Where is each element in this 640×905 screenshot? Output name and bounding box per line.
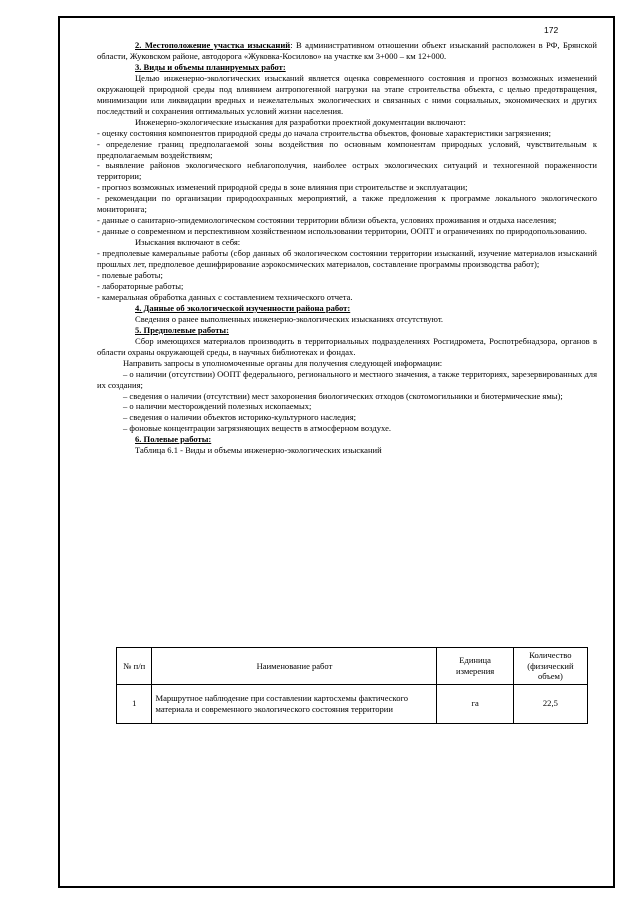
works-table [116, 647, 588, 724]
list-item: - данные о современном и перспективном хозяйственном использовании территории, ООПТ и ограничениях по природопользованию. [97, 226, 587, 237]
page-number: 172 [544, 25, 559, 35]
section-5-requests-paragraph: Направить запросы в уполномоченные органы для получения следующей информации: [123, 357, 443, 368]
list-item: – сведения о наличии (отсутствии) мест захоронения биологических отходов (скотомогильники и биотермические ямы); [123, 390, 563, 401]
document-body [97, 40, 597, 456]
section-2-text: : В административном отношении объект изысканий расположен в РФ, Брянской области, Жуковском районе, автодорога «Жуковка-Косилово» на участке км 3+000 – км 12+000. [97, 40, 597, 61]
section-3-heading: 3. Виды и объемы планируемых работ: [135, 61, 286, 72]
table-row [117, 684, 588, 723]
list-item: - полевые работы; [97, 270, 163, 281]
list-item: – о наличии месторождений полезных ископаемых; [123, 401, 312, 412]
section-3-surveys-paragraph: Изыскания включают в себя: [135, 237, 241, 248]
table-header-row [117, 648, 588, 685]
section-5-collect-paragraph: Сбор имеющихся материалов производить в территориальных подразделениях Росгидромета, Роспотребнадзора, органов в области охраны окружающей среды, в научных библиотеках и фондах. [97, 335, 597, 357]
list-item: – сведения о наличии объектов историко-культурного наследия; [123, 412, 357, 423]
cell-work-name: Маршрутное наблюдение при составлении картосхемы фактического материала и современного экологического состояния территории [152, 684, 437, 723]
list-item: - прогноз возможных изменений природной среды в зоне влияния при строительстве и эксплуатации; [97, 182, 468, 193]
section-2-heading: 2. Местоположение участка изысканий [135, 40, 291, 50]
column-header-work-name: Наименование работ [152, 648, 437, 685]
column-header-number: № п/п [117, 648, 152, 685]
section-4-text: Сведения о ранее выполненных инженерно-экологических изысканиях отсутствуют. [135, 313, 444, 324]
column-header-quantity: Количество (физический объем) [513, 648, 587, 685]
list-item: – фоновые концентрации загрязняющих веществ в атмосферном воздухе. [123, 423, 392, 434]
table-caption: Таблица 6.1 - Виды и объемы инженерно-экологических изысканий [135, 445, 382, 456]
column-header-unit: Единица измерения [437, 648, 513, 685]
cell-quantity: 22,5 [513, 684, 587, 723]
list-item: - камеральная обработка данных с составлением технического отчета. [97, 291, 353, 302]
cell-number: 1 [117, 684, 152, 723]
section-3-goal-paragraph: Целью инженерно-экологических изысканий является оценка современного состояния и прогноз возможных изменений окружающей природной среды под влиянием антропогенной нагрузки на этапе строительства объекта, с целью предотвращения, минимизации или ликвидации вредных и нежелательных экологических и связанных с ними социальных, экономических и других последствий и сохранения оптимальных условий жизни населения. [97, 72, 597, 116]
list-item: - предполевые камеральные работы (сбор данных об экологическом состоянии территории изысканий, изучение материалов изысканий прошлых лет, предполевое дешифрирование аэрокосмических материалов, составление программы производства работ); [97, 248, 597, 270]
section-4-heading: 4. Данные об экологической изученности района работ: [135, 302, 351, 313]
list-item: - данные о санитарно-эпидемиологическом состоянии территории вблизи объекта, условиях проживания и отдыха населения; [97, 215, 557, 226]
list-item: - лабораторные работы; [97, 280, 184, 291]
list-item: - выявление районов экологического неблагополучия, наиболее острых экологических ситуаций и техногенной пораженности территории; [97, 160, 597, 182]
list-item: - определение границ предполагаемой зоны воздействия по основным компонентам природных условий, чувствительным к предполагаемым воздействиям; [97, 138, 597, 160]
list-item: - рекомендации по организации природоохранных мероприятий, а также предложения к программе локального экологического мониторинга; [97, 193, 597, 215]
list-item: – о наличии (отсутствии) ООПТ федерального, регионального и местного значения, а также территориях, зарезервированных для их создания; [97, 368, 597, 390]
section-6-heading: 6. Полевые работы: [135, 434, 212, 445]
section-3-includes-paragraph: Инженерно-экологические изыскания для разработки проектной документации включают: [135, 116, 466, 127]
section-2-paragraph [97, 40, 597, 62]
cell-unit: га [437, 684, 513, 723]
section-5-heading: 5. Предполевые работы: [135, 324, 229, 335]
list-item: - оценку состояния компонентов природной среды до начала строительства объектов, фоновые характеристики загрязнения; [97, 127, 551, 138]
